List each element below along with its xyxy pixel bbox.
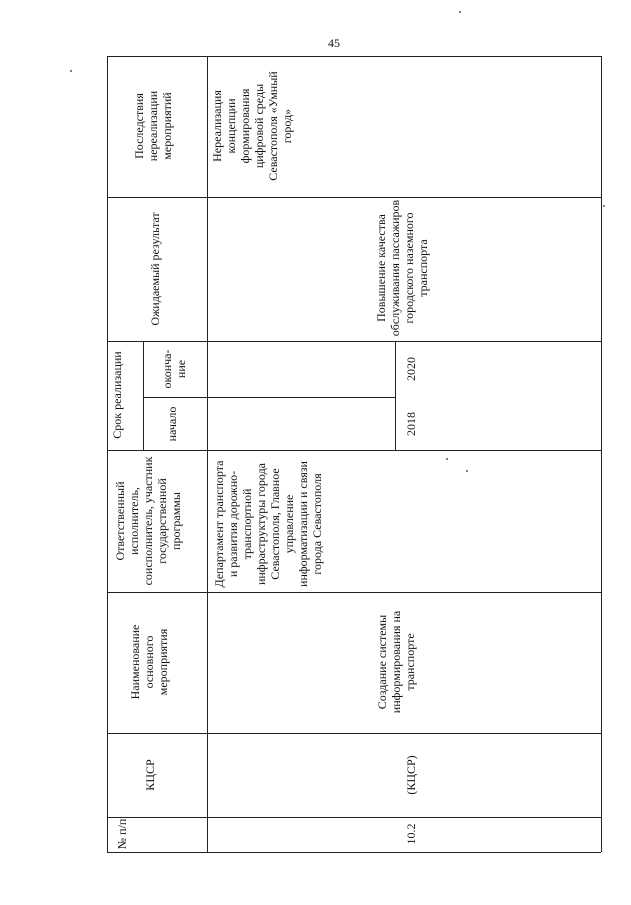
- header-term-start: начало: [165, 406, 179, 442]
- header-result: Ожидаемый результат: [148, 212, 162, 326]
- divider-responsible-name: [107, 592, 601, 593]
- divider-name-kcsr: [107, 733, 601, 734]
- header-responsible: Ответственный исполнитель, соисполнитель, участник государственной программы: [113, 456, 183, 586]
- responsible-text: Департамент транспорта и развития дорожно-транспортной инфраструктуры города Севастополя, Главное управление информатизации и связи города Севастополя: [212, 460, 324, 588]
- header-consequences: Последствия нереализации мероприятий: [132, 90, 174, 162]
- header-num: № п/п: [115, 818, 129, 850]
- row-kcsr: (КЦСР): [404, 755, 418, 795]
- row-num: 10.2: [404, 823, 418, 845]
- table-border-right: [601, 56, 602, 852]
- scan-speck: [603, 205, 605, 207]
- header-term: Срок реализации: [110, 351, 124, 439]
- page-number: 45: [328, 36, 340, 50]
- scan-speck: [459, 11, 461, 13]
- scan-speck: [446, 458, 448, 460]
- scan-speck: [466, 470, 468, 472]
- row-name: Создание системы информирования на транспорте: [375, 610, 417, 714]
- divider-term-responsible: [107, 450, 601, 451]
- divider-body-row: [395, 341, 396, 450]
- header-name: Наименование основного мероприятия: [128, 624, 170, 700]
- row-result: Повышение качества обслуживания пассажиров городского наземного транспорта: [374, 199, 430, 337]
- table-border-bottom: [107, 852, 601, 853]
- row-term-end: 2020: [404, 357, 418, 381]
- header-term-end: оконча-ние: [160, 349, 188, 389]
- divider-term-subheader: [143, 341, 144, 450]
- table-border-top: [107, 56, 601, 57]
- divider-header-body: [207, 56, 208, 852]
- divider-term-end-start: [143, 397, 395, 398]
- header-kcsr: КЦСР: [143, 759, 157, 791]
- divider-consequences-result: [107, 197, 601, 198]
- consequences-text: Нереализация концепции формирования цифровой среды Севастополя «Умный город»: [210, 71, 294, 181]
- row-term-start: 2018: [404, 412, 418, 436]
- scan-speck: [70, 70, 72, 72]
